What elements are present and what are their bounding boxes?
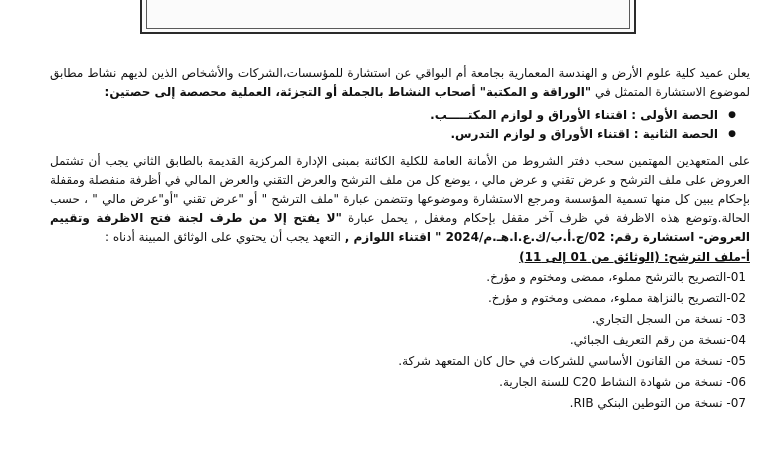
document-number: 05 — [730, 354, 746, 368]
document-item — [50, 330, 746, 351]
document-number: 02 — [730, 291, 746, 305]
document-text: -التصريح بالترشح مملوء، ممضى ومختوم و مؤرخ. — [486, 270, 731, 284]
document-item — [50, 267, 746, 288]
document-item — [50, 372, 746, 393]
intro-paragraph — [50, 64, 750, 102]
document-text: - نسخة من التوطين البنكي RIB. — [569, 396, 731, 410]
document-item — [50, 288, 746, 309]
submission-text: على المتعهدين المهتمين سحب دفتر الشروط من الأمانة العامة للكلية الكائنة بمبنى الإدارة المركزية القديمة بالطابق الثاني يجب أن تشتمل العروض على ملف الترشح و عرض تقني و عرض مالي ، يوضع كل من ملف الترشح والعرض التقني والعرض المالي في أظرفة منفصلة ومقفلة بإحكام يبين كل منها تسمية المؤسسة ومرجع الاستشارة وموضوعها وتتضمن عبارة "ملف الترشح " أو "عرض تقني "أو"عرض مالي " ، حسب الحالة.وتوضع هذه الاظرفة في ظرف آخر مقفل بإحكام ومغفل , يحمل عبارة — [50, 154, 750, 225]
announcement-document — [50, 64, 750, 414]
document-number: 04 — [730, 333, 746, 347]
document-text: -نسخة من رقم التعريف الجبائي. — [569, 333, 731, 347]
submission-paragraph — [50, 152, 750, 247]
header-frame — [140, 0, 636, 34]
submission-bold-text: "لا يفتح إلا من طرف لجنة فتح الاظرفة وتقييم العروض- استشارة رقم: 02/ج.أ.ب/ك.ع.ا.هـ.م/2024 " اقتناء اللوازم , — [50, 211, 750, 244]
document-text: - نسخة من شهادة النشاط C20 للسنة الجارية. — [499, 375, 731, 389]
lots-list — [50, 106, 750, 144]
document-number: 06 — [730, 375, 746, 389]
document-text: - نسخة من السجل التجاري. — [591, 312, 731, 326]
documents-list — [50, 267, 750, 414]
document-item — [50, 393, 746, 414]
document-number: 07 — [730, 396, 746, 410]
document-text: - نسخة من القانون الأساسي للشركات في حال كان المتعهد شركة. — [398, 354, 731, 368]
document-item — [50, 351, 746, 372]
lot-item-1: ● الحصة الأولى : اقتناء الأوراق و لوازم المكتـــــب. — [50, 106, 732, 125]
section-title-candidacy-file: أ-ملف الترشح: (الوثائق من 01 إلى 11) — [519, 250, 750, 264]
document-text: -التصريح بالنزاهة مملوء، ممضى ومختوم و مؤرخ. — [487, 291, 731, 305]
submission-end-text: التعهد يجب أن يحتوي على الوثائق المبينة أدناه : — [104, 230, 341, 244]
document-number: 01 — [730, 270, 746, 284]
lot-item-2: ● الحصة الثانية : اقتناء الأوراق و لوازم التدرس. — [50, 125, 732, 144]
intro-bold-text: "الوراقة و المكتبة" أصحاب النشاط بالجملة أو التجزئة، العملية محصصة إلى حصتين: — [104, 85, 592, 99]
document-item — [50, 309, 746, 330]
intro-text: يعلن عميد كلية علوم الأرض و الهندسة المعمارية بجامعة أم البواقي عن استشارة للمؤسسات،الشركات والأشخاص الذين لديهم نشاط مطابق لموضوع الاستشارة المتمثل في — [50, 66, 750, 99]
document-number: 03 — [730, 312, 746, 326]
